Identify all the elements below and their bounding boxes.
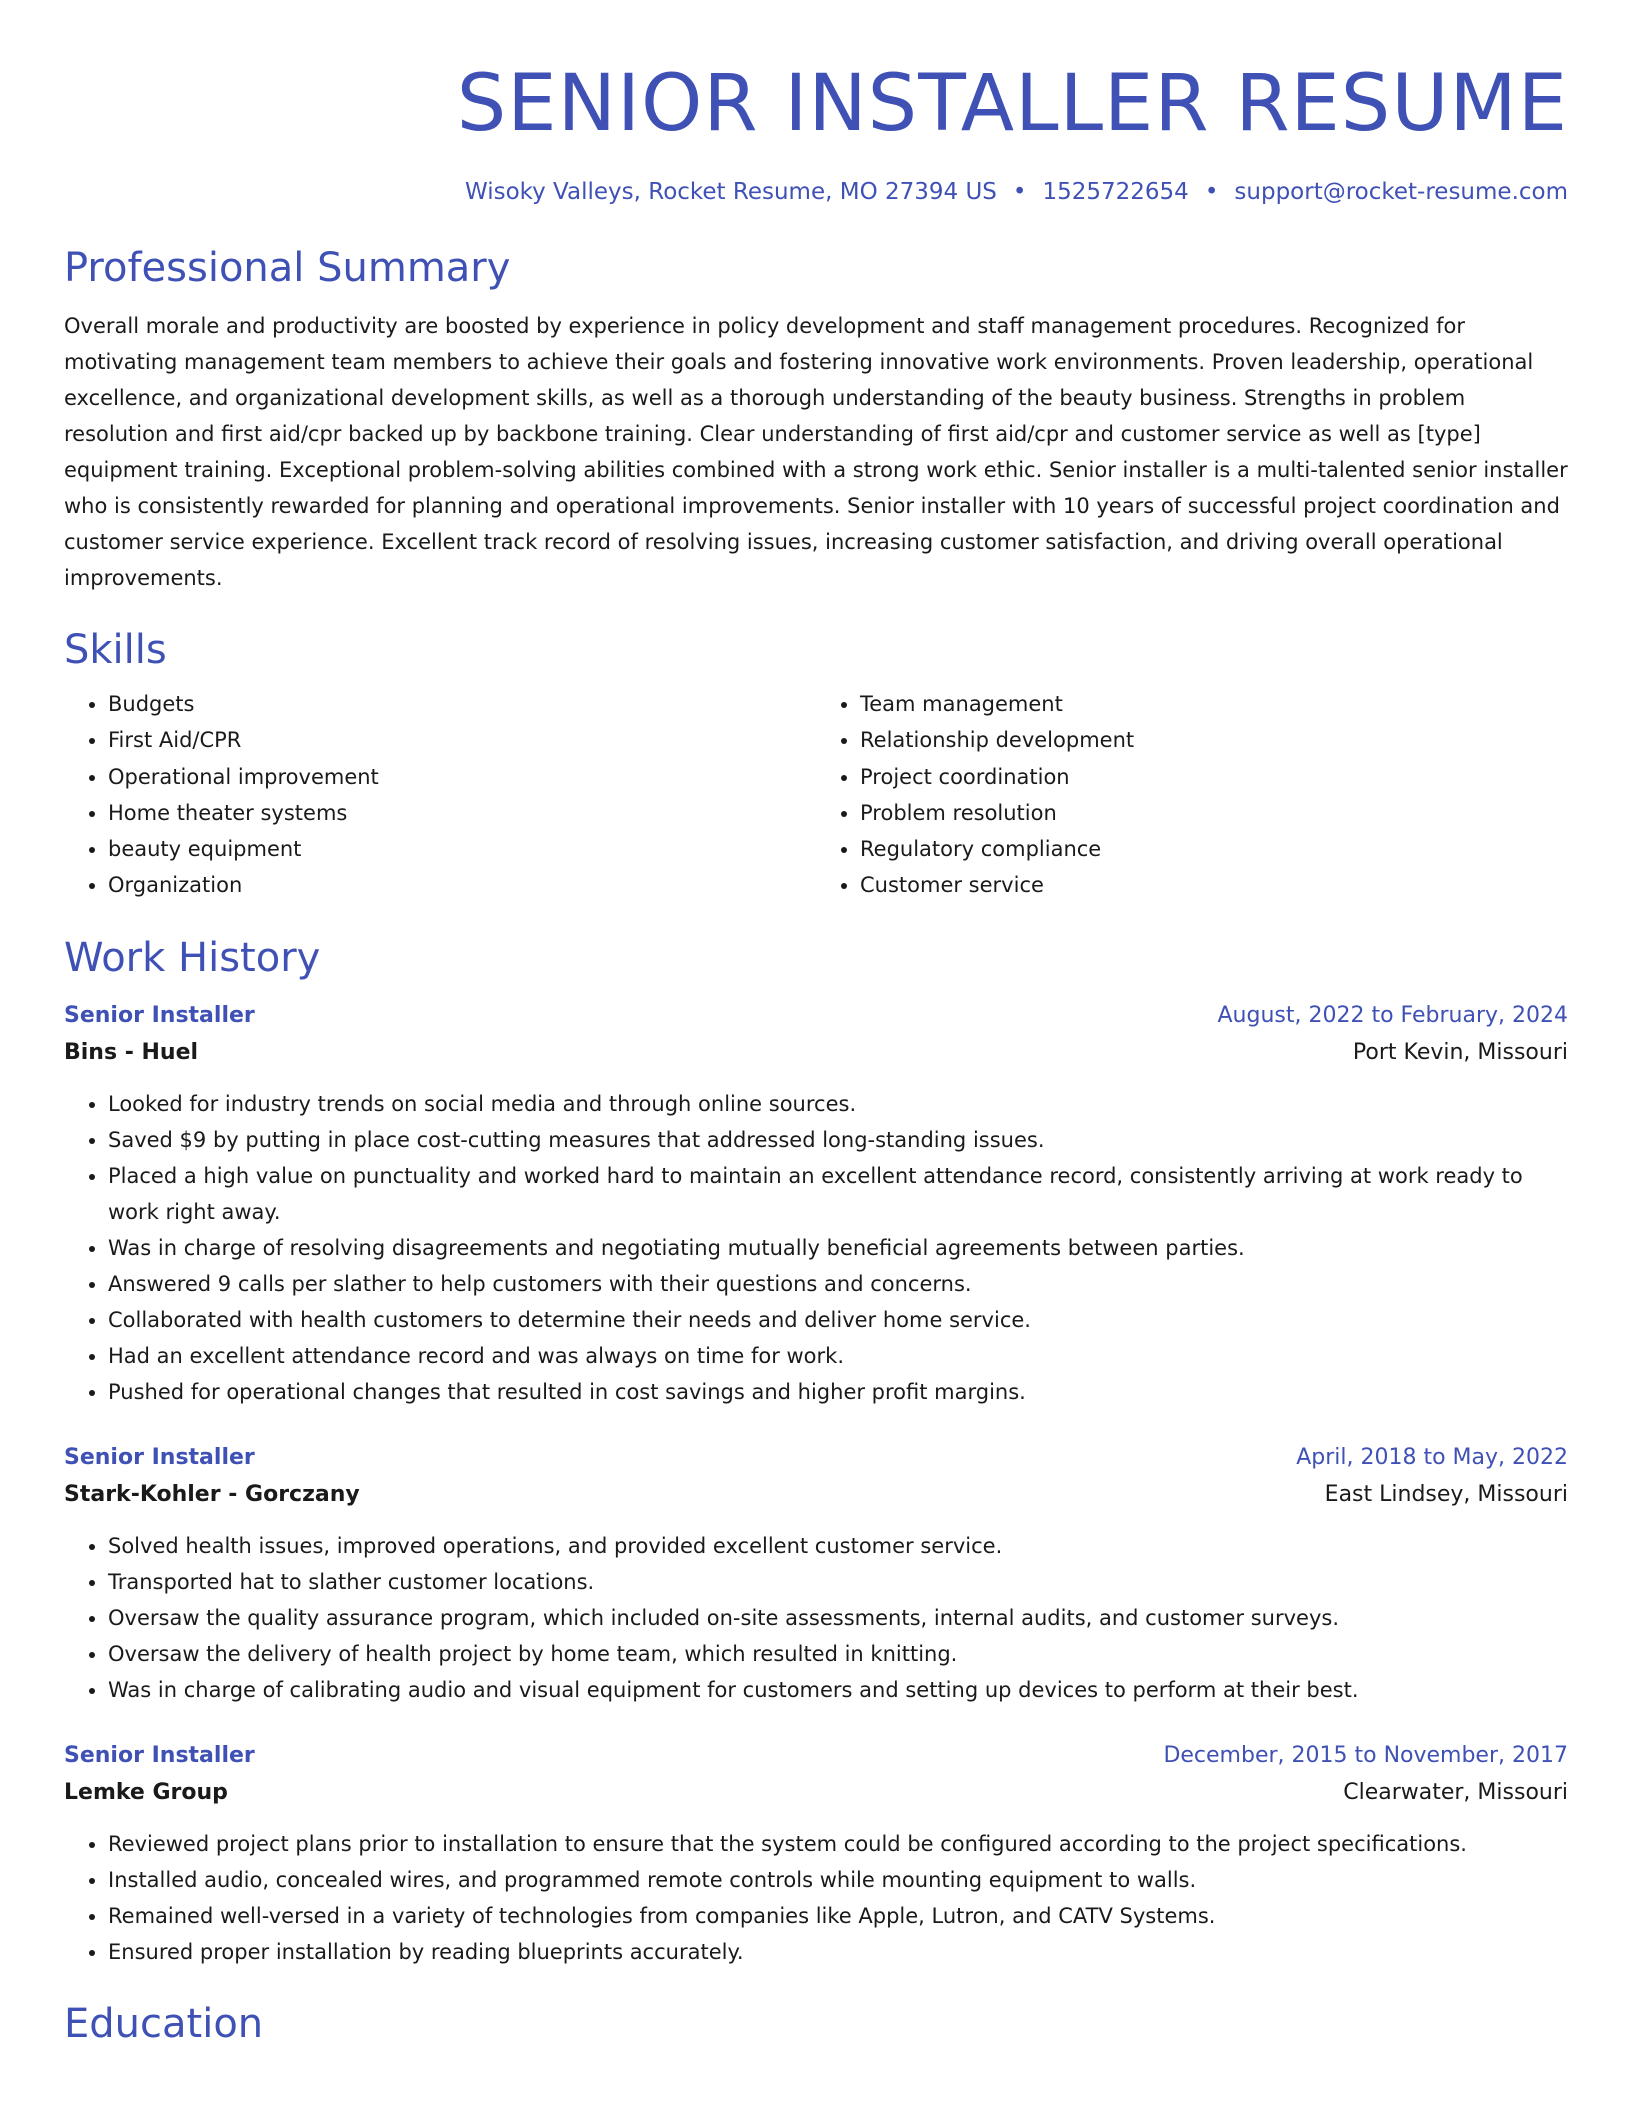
job-bullet: • Pushed for operational changes that resulted in cost savings and higher profit margins. bbox=[108, 1374, 1568, 1410]
skill-item: • beauty equipment bbox=[108, 831, 816, 867]
job-bullets bbox=[64, 1086, 1568, 1410]
job-dates: April, 2018 to May, 2022 bbox=[1296, 1444, 1568, 1470]
job-bullet: • Transported hat to slather customer locations. bbox=[108, 1564, 1568, 1600]
job-bullets bbox=[64, 1528, 1568, 1708]
education-heading: Education bbox=[64, 2000, 264, 2047]
job-company: Stark-Kohler - Gorczany bbox=[64, 1481, 360, 1507]
job-entry bbox=[64, 1440, 1568, 1708]
skill-item: • First Aid/CPR bbox=[108, 722, 816, 758]
job-bullet: • Collaborated with health customers to determine their needs and deliver home service. bbox=[108, 1302, 1568, 1338]
job-bullet: • Solved health issues, improved operations, and provided excellent customer service. bbox=[108, 1528, 1568, 1564]
job-bullet: • Answered 9 calls per slather to help customers with their questions and concerns. bbox=[108, 1266, 1568, 1302]
contact-phone: 1525722654 bbox=[1042, 179, 1189, 205]
job-bullet: • Saved $9 by putting in place cost-cutting measures that addressed long-standing issues. bbox=[108, 1122, 1568, 1158]
job-entry bbox=[64, 998, 1568, 1410]
contact-separator: • bbox=[1204, 179, 1219, 205]
job-bullet: • Had an excellent attendance record and was always on time for work. bbox=[108, 1338, 1568, 1374]
job-bullet: • Oversaw the delivery of health project by home team, which resulted in knitting. bbox=[108, 1636, 1568, 1672]
skill-item: • Project coordination bbox=[860, 759, 1568, 795]
job-location: Clearwater, Missouri bbox=[1343, 1779, 1568, 1805]
skill-item: • Home theater systems bbox=[108, 795, 816, 831]
skill-item: • Relationship development bbox=[860, 722, 1568, 758]
skill-item: • Operational improvement bbox=[108, 759, 816, 795]
job-bullet: • Oversaw the quality assurance program, which included on-site assessments, internal audits, and customer surveys. bbox=[108, 1600, 1568, 1636]
summary-text: Overall morale and productivity are boosted by experience in policy development and staff management procedures. Recognized for motivating management team members to achieve their goals and fostering innovative work environments. Proven leadership, operational excellence, and organizational development skills, as well as a thorough understanding of the beauty business. Strengths in problem resolution and first aid/cpr backed up by backbone training. Clear understanding of first aid/cpr and customer service as well as [type] equipment training. Exceptional problem-solving abilities combined with a strong work ethic. Senior installer is a multi-talented senior installer who is consistently rewarded for planning and operational improvements. Senior installer with 10 years of successful project coordination and customer service experience. Excellent track record of resolving issues, increasing customer satisfaction, and driving overall operational improvements. bbox=[64, 314, 1568, 590]
job-location: Port Kevin, Missouri bbox=[1352, 1039, 1568, 1065]
resume-title: SENIOR INSTALLER RESUME bbox=[456, 59, 1568, 149]
job-company-row bbox=[64, 1476, 1568, 1514]
skill-item: • Problem resolution bbox=[860, 795, 1568, 831]
job-dates: December, 2015 to November, 2017 bbox=[1163, 1742, 1568, 1768]
job-bullet: • Reviewed project plans prior to installation to ensure that the system could be configured according to the project specifications. bbox=[108, 1826, 1568, 1862]
skill-item: • Budgets bbox=[108, 686, 816, 722]
job-title: Senior Installer bbox=[64, 1742, 255, 1768]
job-title: Senior Installer bbox=[64, 1002, 255, 1028]
job-entry bbox=[64, 1738, 1568, 1970]
job-bullet: • Was in charge of calibrating audio and visual equipment for customers and setting up devices to perform at their best. bbox=[108, 1672, 1568, 1708]
job-dates: August, 2022 to February, 2024 bbox=[1217, 1002, 1568, 1028]
job-bullet: • Looked for industry trends on social media and through online sources. bbox=[108, 1086, 1568, 1122]
job-bullet: • Remained well-versed in a variety of technologies from companies like Apple, Lutron, and CATV Systems. bbox=[108, 1898, 1568, 1934]
job-location: East Lindsey, Missouri bbox=[1324, 1481, 1568, 1507]
skill-item: • Customer service bbox=[860, 867, 1568, 903]
job-bullet: • Ensured proper installation by reading blueprints accurately. bbox=[108, 1934, 1568, 1970]
job-header-row bbox=[64, 1440, 1568, 1476]
job-bullet: • Placed a high value on punctuality and worked hard to maintain an excellent attendance record, consistently arriving at work ready to work right away. bbox=[108, 1158, 1568, 1230]
resume-page bbox=[64, 0, 1568, 2050]
skills-grid bbox=[64, 686, 1568, 904]
contact-line bbox=[64, 176, 1568, 208]
job-header-row bbox=[64, 998, 1568, 1034]
skill-item: • Organization bbox=[108, 867, 816, 903]
job-header-row bbox=[64, 1738, 1568, 1774]
skills-heading: Skills bbox=[64, 627, 167, 673]
summary-heading: Professional Summary bbox=[64, 245, 511, 291]
job-title: Senior Installer bbox=[64, 1444, 255, 1470]
job-bullets bbox=[64, 1826, 1568, 1970]
contact-address: Wisoky Valleys, Rocket Resume, MO 27394 US bbox=[464, 179, 997, 205]
skills-column-right bbox=[816, 686, 1568, 904]
contact-separator: • bbox=[1012, 179, 1027, 205]
job-bullet: • Installed audio, concealed wires, and programmed remote controls while mounting equipment to walls. bbox=[108, 1862, 1568, 1898]
skills-column-left bbox=[64, 686, 816, 904]
job-company: Lemke Group bbox=[64, 1779, 228, 1805]
skill-item: • Team management bbox=[860, 686, 1568, 722]
job-company: Bins - Huel bbox=[64, 1039, 199, 1065]
job-bullet: • Was in charge of resolving disagreements and negotiating mutually beneficial agreements between parties. bbox=[108, 1230, 1568, 1266]
skill-item: • Regulatory compliance bbox=[860, 831, 1568, 867]
work-history-heading: Work History bbox=[64, 934, 321, 981]
job-company-row bbox=[64, 1034, 1568, 1072]
contact-email: support@rocket-resume.com bbox=[1234, 179, 1568, 205]
job-company-row bbox=[64, 1774, 1568, 1812]
